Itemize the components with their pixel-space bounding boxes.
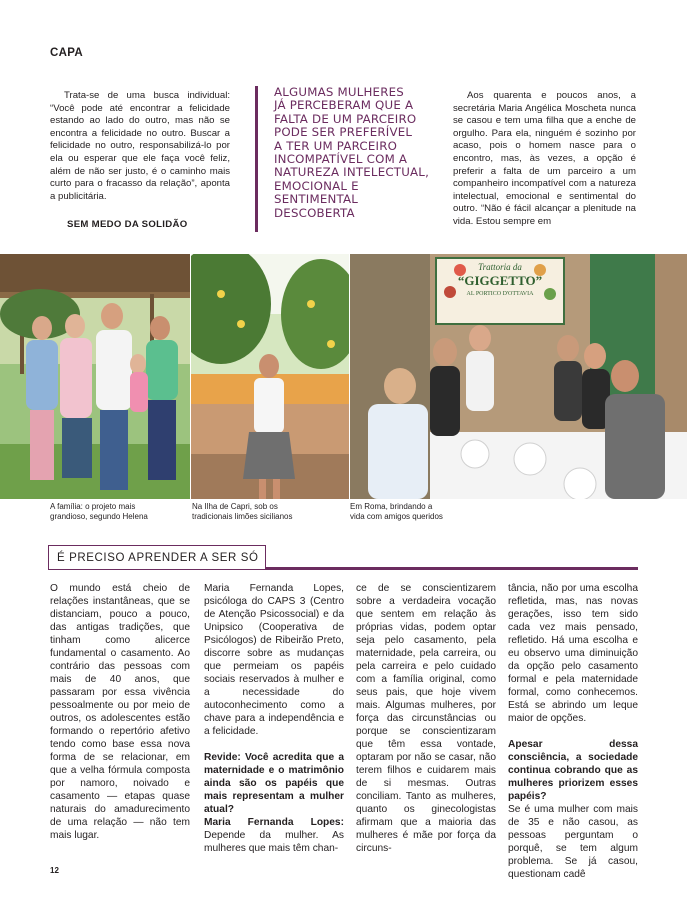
intro-paragraph-3: Aos quarenta e poucos anos, a secretária Maria Angélica Moscheta nunca se casou e tem uma filha que a enche de orgulho. Para ela, ninguém é sozinho por acaso, pois o homem nasce para o encontro, mas, às vezes, a opção é preferir a falta de um parceiro a um companheiro incompatível com a natureza intelectual, emocional e sentimental do outro. “Não é fácil alcançar a plenitude na vida. Estou sempre em [453, 90, 636, 227]
pull-quote-line: A TER UM PARCEIRO [274, 138, 398, 153]
section-label: CAPA [50, 47, 83, 59]
pull-quote-line: PODE SER PREFERÍVEL [274, 125, 413, 140]
box-title: É PRECISO APRENDER A SER SÓ [48, 545, 266, 570]
pull-quote [255, 86, 435, 232]
family-photo [0, 254, 190, 499]
article-column-2 [204, 582, 344, 855]
intro-column-1 [50, 90, 230, 203]
article-column-3 [356, 582, 496, 855]
caption-line: A família: o projeto mais [50, 502, 136, 511]
restaurant-sign-line1: Trattoria da [478, 262, 522, 272]
intro-paragraph-1: Trata-se de uma busca individual: “Você pode até encontrar a felicidade estando ao lado do outro, mas não se encontra a felicidade no outro. Buscar a felicidade no outro, responsabilizá-lo por ela ou esperar que ele faça você feliz, além de não ser justo, é o caminho mais curto para o fracasso da relação”, aponta a publicitária. [50, 90, 230, 202]
subhead-sem-medo: SEM MEDO DA SOLIDÃO [67, 219, 188, 230]
intro-column-3 [453, 90, 636, 229]
restaurant-sign-line2: AL PORTICO D'OTTAVIA [466, 291, 534, 297]
interview-question-2 [508, 738, 638, 803]
answer-text: Depende da mulher. As mulheres que mais têm chan- [204, 830, 344, 854]
restaurant-sign-name: “GIGGETTO” [457, 273, 543, 288]
caption-line: tradicionais limões sicilianos [192, 512, 293, 521]
answer-speaker: Maria Fernanda Lopes: [204, 817, 344, 828]
pull-quote-line: DESCOBERTA [274, 205, 355, 220]
column-4-text: tância, não por uma escolha refletida, mas, nas novas gerações, isso tem sido cada vez mais pensado, refletido. Há uma escolha e eu observo uma diminuição da opção pelo casamento formal e pela maternidade formal, como conhecemos. Está se abrindo um leque maior de opções. [508, 583, 638, 724]
caption-capri [192, 502, 292, 522]
box-title-rule [266, 567, 638, 570]
pull-quote-line: EMOCIONAL E [274, 178, 359, 193]
caption-line: Na Ilha de Capri, sob os [192, 502, 278, 511]
page-number: 12 [50, 866, 59, 875]
column-2-text: Maria Fernanda Lopes, psicóloga do CAPS 3 (Centro de Atenção Psicossocial) e da Unipsico (Cooperativa de Psicólogos) de Ribeirão Preto, discorre sobre as mudanças que permeiam os papéis sociais reservados à mulher e a necessidade do autoconhecimento como a chave para a independência e a felicidade. [204, 583, 344, 737]
rome-photo [350, 254, 687, 499]
pull-quote-line: FALTA DE UM PARCEIRO [274, 111, 417, 126]
pull-quote-line: SENTIMENTAL [274, 192, 359, 207]
pull-quote-line: INCOMPATÍVEL COM A [274, 152, 408, 167]
caption-line: vida com amigos queridos [350, 512, 443, 521]
restaurant-sign [436, 262, 564, 300]
question-text: Revide: Você acredita que a maternidade e o matrimônio ainda são os papéis que mais representam a mulher atual? [204, 752, 344, 815]
caption-line: grandioso, segundo Helena [50, 512, 148, 521]
column-1-text: O mundo está cheio de relações instantâneas, que se distanciam, pouco a pouco, das antigas tradições, que tinham como alicerce fundamental o casamento. Ao contrário das pessoas com mais de 40 anos, que passaram por essa vivência pessoalmente ou por meio de outros, os adolescentes estão formando o repertório afetivo tendo como base essa nova forma de se relacionar, em que a velha fórmula composta por namoro, noivado e casamento — etapas quase naturais do amadurecimento de uma relação — não tem mais lugar. [50, 583, 190, 841]
caption-line: Em Roma, brindando a [350, 502, 433, 511]
interview-answer-1 [204, 816, 344, 855]
column-3-text: ce de se conscientizarem sobre a verdadeira vocação que sentem em relação às próprias vidas, podem optar seja pelo casamento, pela maternidade, pela carreira, ou pela carreira e pelo cuidado com a família original, como seus pais, que hoje vivem mais. Algumas mulheres, por força das circunstâncias ou porque se conscientizaram que têm essa vontade, optaram por não se casar, não terem filhos e cuidarem mais de si mesmas. Outras conciliam. Tanto as mulheres, quanto os ginecologistas afirmam que a maioria das mulheres é mãe por força da circuns- [356, 583, 496, 854]
caption-family [50, 502, 148, 522]
pull-quote-line: ALGUMAS MULHERES [274, 85, 404, 99]
interview-question-1 [204, 751, 344, 816]
interview-answer-2: Se é uma mulher com mais de 35 e não casou, as pessoas perguntam o porquê, se tem algum problema. Se já casou, questionam cadê [508, 804, 638, 880]
caption-rome [350, 502, 443, 522]
article-column-1 [50, 582, 190, 842]
question-text: Apesar dessa consciência, a sociedade continua cobrando que as mulheres priorizem esses papéis? [508, 739, 638, 802]
article-column-4 [508, 582, 638, 881]
pull-quote-line: NATUREZA INTELECTUAL, [274, 165, 430, 180]
capri-photo [191, 254, 349, 499]
pull-quote-line: JÁ PERCEBERAM QUE A [274, 98, 414, 113]
